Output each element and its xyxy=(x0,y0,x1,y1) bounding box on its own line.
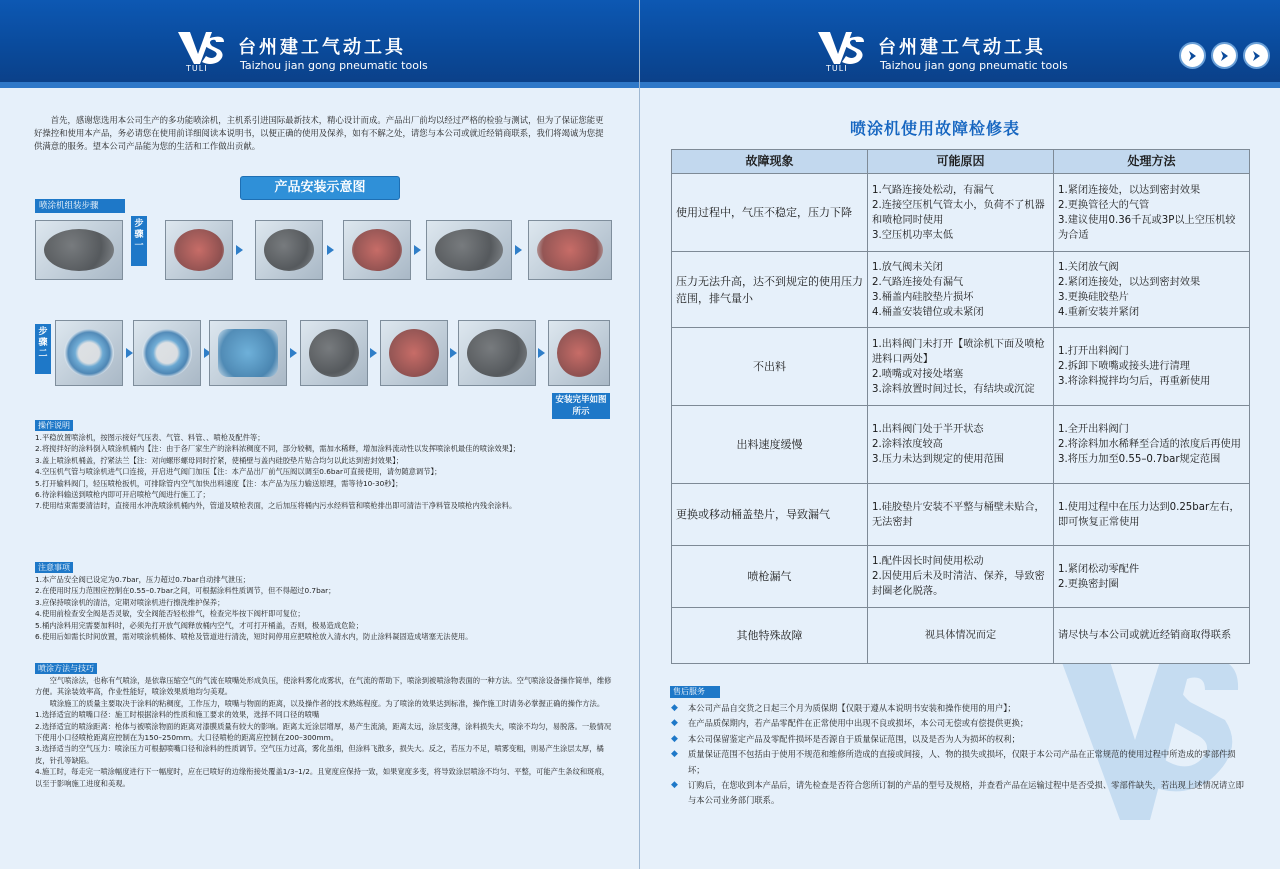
fix-item: 3.更换硅胶垫片 xyxy=(1058,291,1129,303)
phenomenon-cell: 出料速度缓慢 xyxy=(672,406,868,484)
brand-name-en: Taizhou jian gong pneumatic tools xyxy=(240,59,428,72)
fix-item: 1.使用过程中在压力达到0.25bar左右，即可恢复正常使用 xyxy=(1058,501,1240,528)
cause-item: 2.气路连接处有漏气 xyxy=(872,276,964,288)
fix-item: 2.紧闭连接处，以达到密封效果 xyxy=(1058,276,1201,288)
phenomenon-cell: 其他特殊故障 xyxy=(672,608,868,664)
step2-photo-2 xyxy=(133,320,201,386)
step1-photo-5 xyxy=(426,220,512,280)
ops-list xyxy=(35,432,612,512)
table-row xyxy=(672,608,1250,664)
fix-cell xyxy=(1054,252,1250,328)
brand-name-en: Taizhou jian gong pneumatic tools xyxy=(880,59,1068,72)
arrow-right-icon xyxy=(414,245,421,255)
arrow-right-icon xyxy=(370,348,377,358)
phenomenon-cell: 喷枪漏气 xyxy=(672,546,868,608)
methods-item: 2.选择适宜的喷涂距离：枪体与被喷涂物面的距离对漆膜质量有较大的影响。距离太近涂层增厚，易产生流淌，距离太远，涂层变薄，涂料损失大，喷涂不均匀，易脱落。一般情况下使用小口径喷枪距离应控制在为150–250mm。大口径喷枪的距离应控制在200–300mm。 xyxy=(35,721,612,743)
troubleshooting-title: 喷涂机使用故障检修表 xyxy=(850,119,1021,138)
cause-item: 2.连接空压机气管太小，负荷不了机器和喷枪同时使用 xyxy=(872,199,1045,226)
arrow-right-icon xyxy=(450,348,457,358)
step2-photo-6 xyxy=(458,320,536,386)
notes-item: 5.桶内涂料用完需要加料时，必须先打开放气阀释放桶内空气，才可打开桶盖，否则，极易造成危险； xyxy=(35,620,364,630)
notes-heading: 注意事项 xyxy=(35,562,73,573)
fix-cell xyxy=(1054,328,1250,406)
fix-item: 3.将压力加至0.55–0.7bar规定范围 xyxy=(1058,454,1221,465)
table-header-row xyxy=(672,150,1250,174)
methods-intro: 空气喷涂法，也称有气喷涂，是依靠压缩空气的气流在喷嘴处形成负压，使涂料雾化成雾状，在气流的帮助下，喷涂到被喷涂物表面的一种方法。空气喷涂设备操作简单，维修方便。其涂装效率高，作业性能好，喷涂效果质地均匀美观。 xyxy=(35,676,612,697)
ops-item: 3.盖上喷涂机桶盖，拧紧法兰【注：对向螺形螺母同时拧紧，使桶壁与盖内硅胶垫片贴合均匀以此达到密封效果】； xyxy=(35,455,404,465)
fix-item: 1.紧闭连接处，以达到密封效果 xyxy=(1058,184,1201,196)
notes-item: 2.在使用时压力范围应控制在0.55–0.7bar之间，可根据涂料性质调节，但不得超过0.7bar； xyxy=(35,586,336,596)
table-row xyxy=(672,484,1250,546)
cause-cell xyxy=(868,406,1054,484)
chevron-right-icon[interactable] xyxy=(1211,42,1238,69)
ops-item: 6.待涂料输送到喷枪内即可开启喷枪气阀进行施工了； xyxy=(35,490,210,500)
nav-arrows xyxy=(1179,42,1270,69)
cause-item: 2.涂料浓度较高 xyxy=(872,439,943,450)
table-row xyxy=(672,174,1250,252)
fix-item: 1.全开出料阀门 xyxy=(1058,424,1129,435)
cause-cell xyxy=(868,546,1054,608)
notes-item: 3.应保持喷涂机的清洁，定期对喷涂机进行擦洗维护保养； xyxy=(35,597,225,607)
fix-item: 请尽快与本公司或就近经销商取得联系 xyxy=(1058,630,1232,641)
fix-item: 2.将涂料加水稀释至合适的浓度后再使用 xyxy=(1058,439,1241,450)
cause-item: 3.涂料放置时间过长，有结块或沉淀 xyxy=(872,383,1035,395)
ops-item: 5.打开输料阀门，轻压喷枪扳机，可排除管内空气加快出料速度【注：本产品为压力输送原理，需等待10-30秒】； xyxy=(35,478,403,488)
step2-photo-5 xyxy=(380,320,448,386)
cause-item: 3.桶盖内硅胶垫片损坏 xyxy=(872,291,974,303)
col-header-fix: 处理方法 xyxy=(1054,150,1250,174)
fix-item: 4.重新安装并紧闭 xyxy=(1058,306,1140,318)
fix-cell xyxy=(1054,484,1250,546)
fix-cell xyxy=(1054,406,1250,484)
arrow-right-icon xyxy=(290,348,297,358)
chevron-right-icon[interactable] xyxy=(1243,42,1270,69)
fix-item: 3.建议使用0.36千瓦或3P以上空压机较为合适 xyxy=(1058,214,1236,241)
cause-item: 3.空压机功率太低 xyxy=(872,229,954,241)
install-complete-tag: 安装完毕如图所示 xyxy=(552,393,610,419)
step1-photo-1 xyxy=(35,220,123,280)
ops-item: 4.空压机气管与喷涂机进气口连接，开启进气阀门加压【注：本产品出厂前气压阀以调至0.6bar可直接使用，请勿随意调节】； xyxy=(35,467,442,477)
cause-item: 视具体情况而定 xyxy=(924,630,997,641)
logo-text: TULI xyxy=(186,64,208,73)
fix-cell xyxy=(1054,546,1250,608)
cause-cell xyxy=(868,484,1054,546)
cause-item: 1.放气阀未关闭 xyxy=(872,261,943,273)
after-sales-item: ◆ 本公司产品自交货之日起三个月为质保期【仅限于遵从本说明书安装和操作使用的用户】； xyxy=(670,701,1250,716)
methods-intro-2: 喷涂施工的质量主要取决于涂料的粘稠度，工作压力，喷嘴与物面的距离，以及操作者的技术熟练程度。为了喷涂的效果达到标准，操作施工时请务必掌握正确的操作方法。 xyxy=(49,698,605,708)
methods-heading: 喷涂方法与技巧 xyxy=(35,663,97,674)
left-header xyxy=(0,0,640,88)
table-row xyxy=(672,406,1250,484)
ops-item: 7.使用结束需要清洁时，直接用水冲洗喷涂机桶内外，管道及喷枪表面，之后加压将桶内污水经料管和喷枪排出即可清洁干净料管及喷枪内残余涂料。 xyxy=(35,501,517,511)
notes-item: 1.本产品安全阀已设定为0.7bar，压力超过0.7bar自动排气泄压； xyxy=(35,575,250,584)
cause-item: 1.出料阀门处于半开状态 xyxy=(872,424,984,435)
brand-name-cn: 台州建工气动工具 xyxy=(238,37,406,58)
after-sales-list xyxy=(670,701,1250,809)
after-sales-item: ◆ 本公司保留鉴定产品及零配件损坏是否源自于质量保证范围，以及是否为人为损坏的权利； xyxy=(670,732,1250,747)
ops-item: 1.平稳放置喷涂机，按图示接好气压表、气管、料管、、喷枪及配件等； xyxy=(35,433,265,442)
ops-heading: 操作说明 xyxy=(35,420,73,431)
cause-item: 1.配件因长时间使用松动 xyxy=(872,556,984,567)
step2-photo-3 xyxy=(209,320,287,386)
ops-item: 2.将搅拌好的涂料倒入喷涂机桶内【注：由于各厂家生产的涂料浓稠度不同，部分较稠，需加水稀释，增加涂料流动性以发挥喷涂机最佳的喷涂效果】； xyxy=(35,444,520,454)
chevron-right-icon[interactable] xyxy=(1179,42,1206,69)
step1-photo-4 xyxy=(343,220,411,280)
table-row xyxy=(672,328,1250,406)
step1-photo-6 xyxy=(528,220,612,280)
install-diagram-title: 产品安装示意图 xyxy=(240,176,400,200)
arrow-right-icon xyxy=(236,245,243,255)
right-page xyxy=(640,0,1280,869)
arrow-right-icon xyxy=(515,245,522,255)
cause-cell xyxy=(868,608,1054,664)
cause-item: 4.桶盖安装错位或未紧闭 xyxy=(872,306,984,318)
cause-item: 1.出料阀门未打开【喷涂机下面及喷枪进料口两处】 xyxy=(872,338,1045,365)
phenomenon-cell: 不出料 xyxy=(672,328,868,406)
fix-item: 2.更换密封圈 xyxy=(1058,578,1119,590)
after-sales-heading: 售后服务 xyxy=(670,686,720,698)
phenomenon-cell: 压力无法升高，达不到规定的使用压力范围，排气量小 xyxy=(672,252,868,328)
notes-item: 4.使用前检查安全阀是否灵敏，安全阀能否轻松排气，检查完毕按下阀杆即可复位； xyxy=(35,609,305,619)
step1-tag: 步 骤 一 xyxy=(131,216,147,266)
fix-item: 1.关闭放气阀 xyxy=(1058,261,1119,273)
col-header-phenomenon: 故障现象 xyxy=(672,150,868,174)
assembly-steps-label: 喷涂机组装步骤 xyxy=(35,199,125,213)
step2-photo-4 xyxy=(300,320,368,386)
step2-photo-7 xyxy=(548,320,610,386)
after-sales-item: ◆ 在产品质保期内，若产品零配件在正常使用中出现不良或损坏，本公司无偿或有偿提供更换； xyxy=(670,716,1250,731)
methods-item: 3.选择适当的空气压力：喷涂压力可根据喷嘴口径和涂料的性质调节。空气压力过高，雾化虽细，但涂料飞散多，损失大。反之，若压力不足，喷雾变粗，则易产生涂层太厚，橘皮，针孔等缺陷。 xyxy=(35,744,604,765)
cause-item: 3.压力未达到规定的使用范围 xyxy=(872,454,1004,465)
arrow-right-icon xyxy=(126,348,133,358)
methods-item: 4.施工时，每走完一喷涂幅度进行下一幅度时，应在已喷好的边缘衔接处覆盖1/3–1/2。且宽度应保持一致，如果宽度多变，将导致涂层喷涂不均匀、平整，可能产生条纹和斑痕，以至于影响施工进度和美观。 xyxy=(35,767,610,788)
fix-item: 1.紧闭松动零配件 xyxy=(1058,563,1140,575)
fix-item: 1.打开出料阀门 xyxy=(1058,346,1129,357)
methods-item: 1.选择适宜的喷嘴口径：施工时根据涂料的性质和施工要求的效果，选择不同口径的喷嘴 xyxy=(35,710,320,720)
cause-item: 1.硅胶垫片安装不平整与桶壁未贴合，无法密封 xyxy=(872,501,1045,528)
cause-cell xyxy=(868,174,1054,252)
notes-item: 6.使用后如需长时间放置，需对喷涂机桶体、喷枪及管道进行清洗，短时间停用应把喷枪放入清水内，防止涂料凝固造成堵塞无法使用。 xyxy=(35,632,473,642)
after-sales-item: ◆ 订购后，在您收到本产品后，请先检查是否符合您所订制的产品的型号及规格，并查看产品在运输过程中是否受损、零部件缺失，若出现上述情况请立即与本公司业务部门联系。 xyxy=(670,778,1250,809)
step2-photo-1 xyxy=(55,320,123,386)
cause-item: 2.因使用后未及时清洁、保养，导致密封圈老化脱落。 xyxy=(872,571,1045,597)
notes-list xyxy=(35,574,612,642)
fix-cell xyxy=(1054,608,1250,664)
fix-cell xyxy=(1054,174,1250,252)
intro-paragraph: 首先，感谢您选用本公司生产的多功能喷涂机，主机系引进国际最新技术，精心设计而成。产品出厂前均以经过严格的检验与测试，但为了保证您能更好操控和使用本产品，务必请您在使用前详细阅读本说明书，以便正确的使用及保养，如有不解之处，请您与本公司或就近经销商联系，我们将竭诚为您提供满意的服务。望本公司产品能为您的生活和工作做出贡献。 xyxy=(34,115,604,151)
header-band xyxy=(0,82,640,88)
table-row xyxy=(672,546,1250,608)
brand-name-cn: 台州建工气动工具 xyxy=(878,37,1046,58)
col-header-cause: 可能原因 xyxy=(868,150,1054,174)
arrow-right-icon xyxy=(538,348,545,358)
step2-tag: 步 骤 二 xyxy=(35,324,51,374)
logo-text: TULI xyxy=(826,64,848,73)
step1-photo-3 xyxy=(255,220,323,280)
cause-item: 2.喷嘴或对接处堵塞 xyxy=(872,368,964,380)
fix-item: 2.更换管径大的气管 xyxy=(1058,199,1150,211)
after-sales-item: ◆ 质量保证范围不包括由于使用不规范和维修所造成的直接或间接，人、物的损失或损坏，仅限于本公司产品在正常规范的使用过程中所造成的零部件损坏； xyxy=(670,747,1250,778)
cause-cell xyxy=(868,328,1054,406)
fix-item: 2.拆卸下喷嘴或接头进行清理 xyxy=(1058,361,1190,372)
cause-cell xyxy=(868,252,1054,328)
arrow-right-icon xyxy=(327,245,334,255)
table-row xyxy=(672,252,1250,328)
fix-item: 3.将涂料搅拌均匀后，再重新使用 xyxy=(1058,376,1211,387)
phenomenon-cell: 更换或移动桶盖垫片，导致漏气 xyxy=(672,484,868,546)
right-header xyxy=(640,0,1280,88)
step1-photo-2 xyxy=(165,220,233,280)
phenomenon-cell: 使用过程中，气压不稳定，压力下降 xyxy=(672,174,868,252)
header-band xyxy=(640,82,1280,88)
troubleshooting-table xyxy=(671,149,1250,664)
methods-list xyxy=(35,675,612,789)
cause-item: 1.气路连接处松动，有漏气 xyxy=(872,184,994,196)
